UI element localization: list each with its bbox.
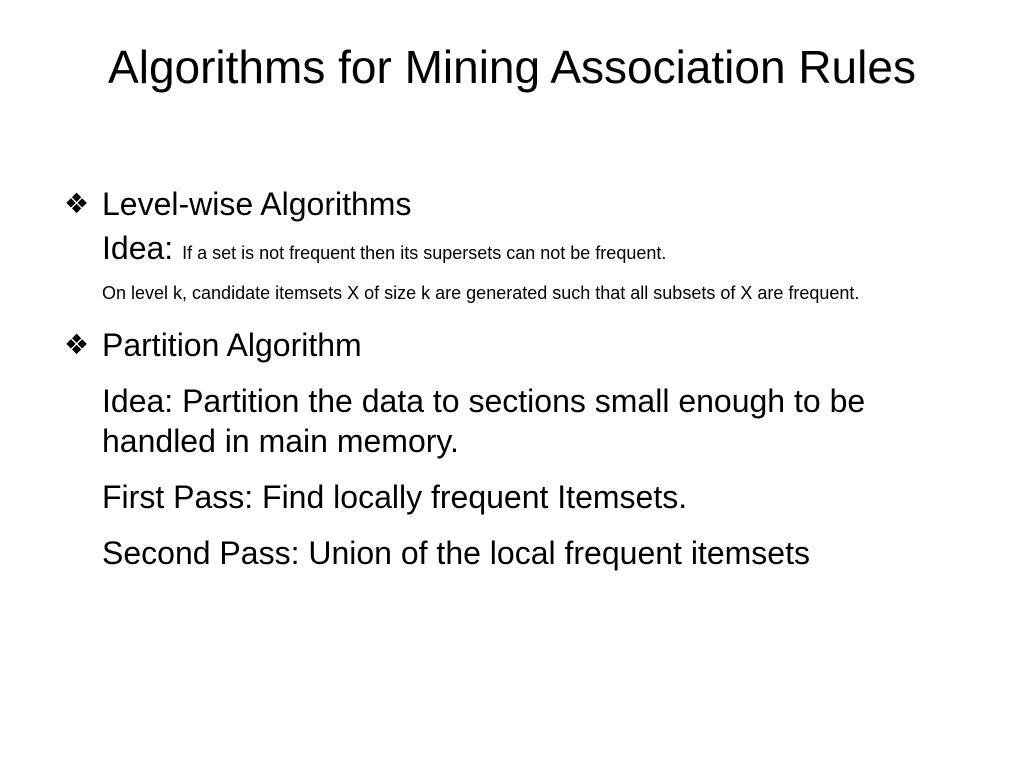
slide-content — [64, 184, 964, 573]
idea-text: If a set is not frequent then its supersets can not be frequent. — [182, 243, 667, 263]
first-pass-text: First Pass: Find locally frequent Itemsets. — [102, 479, 688, 515]
partition-idea-text: Idea: Partition the data to sections small enough to be handled in main memory. — [102, 383, 866, 459]
idea-line — [64, 228, 964, 273]
level-detail-text: On level k, candidate itemsets X of size k are generated such that all subsets of X are frequent. — [102, 283, 860, 303]
bullet-heading: Level-wise Algorithms — [102, 186, 412, 222]
second-pass-text: Second Pass: Union of the local frequent itemsets — [102, 535, 810, 571]
diamond-bullet-icon: ❖ — [64, 329, 90, 360]
bullet-level-wise — [64, 184, 964, 224]
diamond-bullet-icon: ❖ — [64, 188, 90, 219]
slide-title: Algorithms for Mining Association Rules — [108, 41, 916, 93]
bullet-heading: Partition Algorithm — [102, 327, 362, 363]
idea-label: Idea: — [102, 230, 174, 266]
bullet-partition — [64, 325, 964, 365]
